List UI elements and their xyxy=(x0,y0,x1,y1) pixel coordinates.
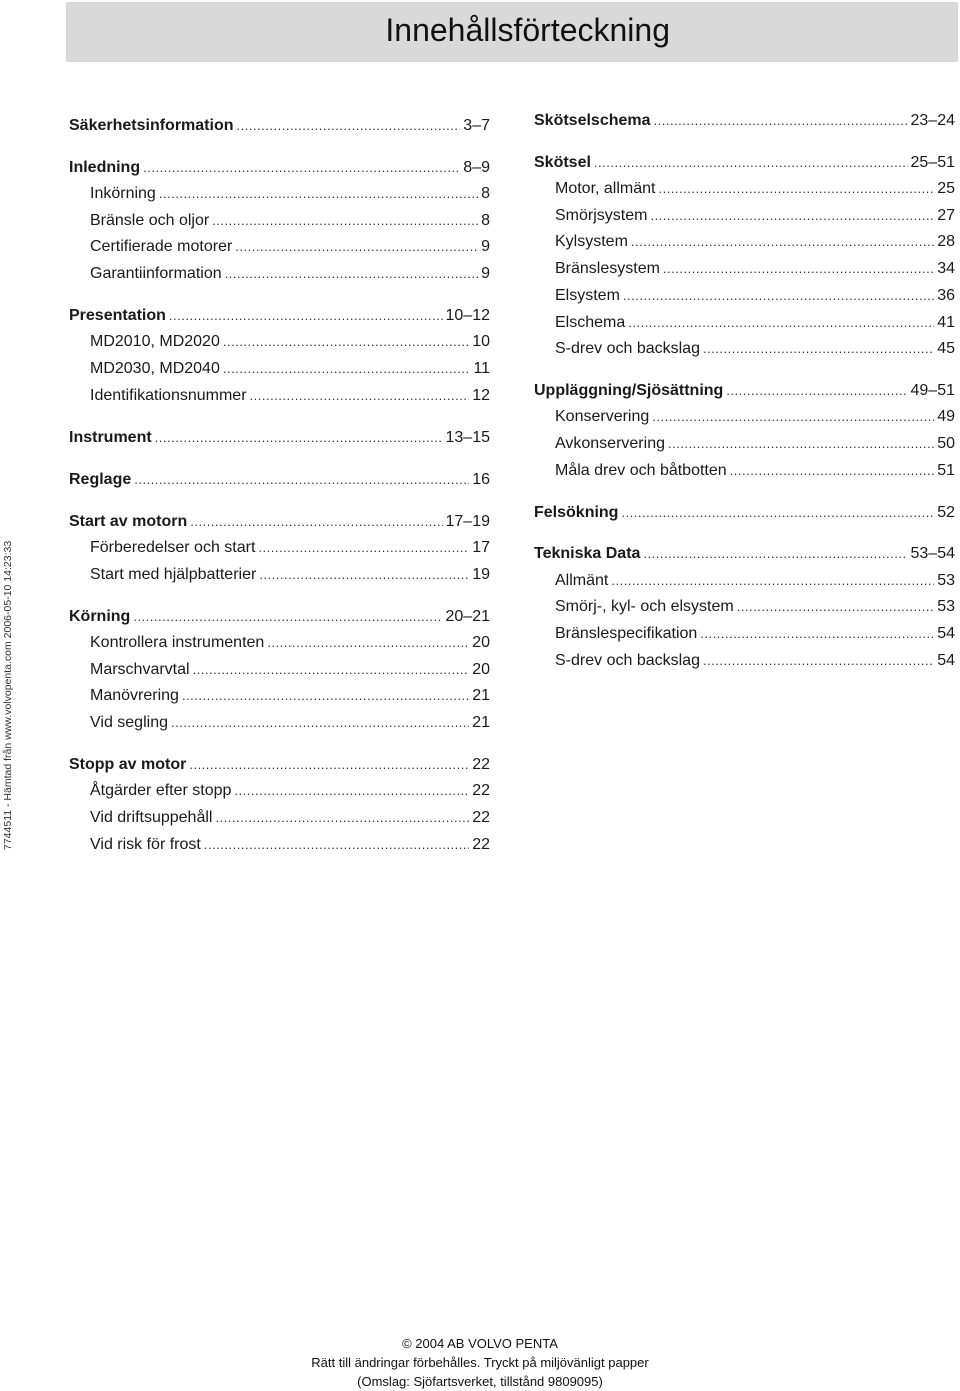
dot-leader xyxy=(169,305,443,327)
dot-leader xyxy=(611,570,934,592)
toc-entry-label: Reglage xyxy=(69,471,132,488)
toc-page-number: 49 xyxy=(937,408,955,425)
toc-section-entry xyxy=(69,157,490,179)
toc-entry-label: Inkörning xyxy=(90,185,156,202)
toc-entry-label: Manövrering xyxy=(90,687,179,704)
toc-entry-label: S-drev och backslag xyxy=(555,652,700,669)
dot-leader xyxy=(143,157,460,179)
toc-entry-label: Säkerhetsinformation xyxy=(69,117,234,134)
toc-entry-label: Åtgärder efter stopp xyxy=(90,782,232,799)
toc-entry-label: Avkonservering xyxy=(555,435,665,452)
toc-page-number: 51 xyxy=(937,462,955,479)
toc-entry-label: Bränslesystem xyxy=(555,260,660,277)
toc-entry-label: MD2030, MD2040 xyxy=(90,360,220,377)
toc-page-number: 16 xyxy=(472,471,490,488)
toc-entry-label: Uppläggning/Sjösättning xyxy=(534,382,724,399)
dot-leader xyxy=(223,331,469,353)
dot-leader xyxy=(190,511,442,533)
dot-leader xyxy=(621,502,934,524)
dot-leader xyxy=(159,183,478,205)
toc-entry-label: MD2010, MD2020 xyxy=(90,333,220,350)
toc-entry-label: Start med hjälpbatterier xyxy=(90,566,257,583)
toc-subentry xyxy=(69,834,490,856)
toc-entry-label: Konservering xyxy=(555,408,650,425)
toc-page-number: 21 xyxy=(472,687,490,704)
toc-subentry xyxy=(534,596,955,618)
toc-entry-label: S-drev och backslag xyxy=(555,340,700,357)
toc-page-number: 22 xyxy=(472,782,490,799)
toc-subentry xyxy=(534,258,955,280)
toc-right-column xyxy=(534,0,955,700)
toc-entry-label: Garantiinformation xyxy=(90,265,222,282)
toc-page-number: 34 xyxy=(937,260,955,277)
toc-section-entry xyxy=(534,110,955,132)
dot-leader xyxy=(663,258,934,280)
dot-leader xyxy=(726,380,907,402)
toc-section-entry xyxy=(69,754,490,776)
toc-page-number: 22 xyxy=(472,836,490,853)
toc-entry-label: Marschvarvtal xyxy=(90,661,190,678)
toc-section-entry xyxy=(534,543,955,565)
dot-leader xyxy=(623,285,934,307)
toc-page-number: 17 xyxy=(472,539,490,556)
toc-section-entry xyxy=(534,502,955,524)
dot-leader xyxy=(155,427,443,449)
footer-line-3: (Omslag: Sjöfartsverket, tillstånd 9809095) xyxy=(357,1374,603,1389)
dot-leader xyxy=(258,537,469,559)
dot-leader xyxy=(668,433,934,455)
toc-subentry xyxy=(69,537,490,559)
toc-page-number: 28 xyxy=(937,233,955,250)
toc-subentry xyxy=(69,564,490,586)
toc-section-entry xyxy=(69,427,490,449)
toc-entry-label: Presentation xyxy=(69,307,166,324)
toc-page-number: 36 xyxy=(937,287,955,304)
toc-subentry xyxy=(534,312,955,334)
footer-line-2: Rätt till ändringar förbehålles. Tryckt på miljövänligt papper xyxy=(311,1355,649,1370)
toc-subentry xyxy=(69,236,490,258)
toc-subentry xyxy=(69,385,490,407)
toc-entry-label: Inledning xyxy=(69,159,141,176)
toc-page-number: 50 xyxy=(937,435,955,452)
dot-leader xyxy=(236,115,460,137)
toc-page-number: 9 xyxy=(481,238,490,255)
toc-entry-label: Elschema xyxy=(555,314,626,331)
toc-entry-label: Elsystem xyxy=(555,287,620,304)
toc-page-number: 25–51 xyxy=(910,154,955,171)
toc-page-number: 17–19 xyxy=(445,513,490,530)
toc-entry-label: Vid driftsuppehåll xyxy=(90,809,213,826)
dot-leader xyxy=(234,780,469,802)
toc-entry-label: Skötsel xyxy=(534,154,591,171)
dot-leader xyxy=(182,685,469,707)
toc-page-number: 53 xyxy=(937,598,955,615)
toc-page-number: 54 xyxy=(937,652,955,669)
toc-entry-label: Smörj-, kyl- och elsystem xyxy=(555,598,734,615)
dot-leader xyxy=(654,110,908,132)
dot-leader xyxy=(643,543,907,565)
toc-page-number: 13–15 xyxy=(445,429,490,446)
dot-leader xyxy=(259,564,469,586)
toc-entry-label: Start av motorn xyxy=(69,513,188,530)
toc-left-column xyxy=(69,0,490,900)
toc-subentry xyxy=(69,780,490,802)
toc-page-number: 25 xyxy=(937,180,955,197)
toc-page-number: 11 xyxy=(473,360,490,377)
toc-page-number: 9 xyxy=(481,265,490,282)
dot-leader xyxy=(650,205,934,227)
toc-entry-label: Identifikationsnummer xyxy=(90,387,247,404)
page-title: Innehållsförteckning xyxy=(385,12,670,48)
toc-page-number: 41 xyxy=(937,314,955,331)
toc-section-entry xyxy=(534,380,955,402)
dot-leader xyxy=(215,807,469,829)
dot-leader xyxy=(189,754,469,776)
dot-leader xyxy=(193,659,470,681)
toc-entry-label: Certifierade motorer xyxy=(90,238,233,255)
toc-section-entry xyxy=(534,152,955,174)
toc-entry-label: Smörjsystem xyxy=(555,207,648,224)
dot-leader xyxy=(652,406,934,428)
dot-leader xyxy=(133,606,442,628)
dot-leader xyxy=(223,358,471,380)
dot-leader xyxy=(225,263,478,285)
toc-subentry xyxy=(69,712,490,734)
toc-subentry xyxy=(69,807,490,829)
toc-subentry xyxy=(534,285,955,307)
toc-page-number: 10 xyxy=(472,333,490,350)
toc-subentry xyxy=(69,210,490,232)
dot-leader xyxy=(631,231,934,253)
dot-leader xyxy=(703,650,934,672)
toc-page-number: 8 xyxy=(481,185,490,202)
toc-entry-label: Skötselschema xyxy=(534,112,651,129)
copyright-line: © 2004 AB VOLVO PENTA xyxy=(402,1336,558,1351)
toc-subentry xyxy=(69,358,490,380)
toc-page-number: 52 xyxy=(937,504,955,521)
dot-leader xyxy=(703,338,934,360)
dot-leader xyxy=(250,385,470,407)
toc-section-entry xyxy=(69,115,490,137)
toc-subentry xyxy=(534,460,955,482)
toc-entry-label: Stopp av motor xyxy=(69,756,187,773)
dot-leader xyxy=(134,469,469,491)
toc-entry-label: Måla drev och båtbotten xyxy=(555,462,727,479)
toc-subentry xyxy=(534,178,955,200)
toc-page-number: 27 xyxy=(937,207,955,224)
dot-leader xyxy=(628,312,934,334)
toc-entry-label: Kontrollera instrumenten xyxy=(90,634,265,651)
toc-entry-label: Förberedelser och start xyxy=(90,539,256,556)
toc-page-number: 54 xyxy=(937,625,955,642)
toc-page-number: 19 xyxy=(472,566,490,583)
toc-entry-label: Tekniska Data xyxy=(534,545,641,562)
toc-section-entry xyxy=(69,305,490,327)
toc-entry-label: Körning xyxy=(69,608,131,625)
toc-subentry xyxy=(69,183,490,205)
toc-entry-label: Instrument xyxy=(69,429,152,446)
toc-subentry xyxy=(534,231,955,253)
toc-entry-label: Motor, allmänt xyxy=(555,180,656,197)
toc-entry-label: Kylsystem xyxy=(555,233,628,250)
toc-subentry xyxy=(534,570,955,592)
dot-leader xyxy=(171,712,469,734)
toc-page-number: 53 xyxy=(937,572,955,589)
toc-page-number: 20 xyxy=(472,634,490,651)
toc-page-number: 45 xyxy=(937,340,955,357)
toc-page-number: 22 xyxy=(472,756,490,773)
dot-leader xyxy=(730,460,935,482)
toc-subentry xyxy=(534,433,955,455)
toc-entry-label: Allmänt xyxy=(555,572,609,589)
toc-subentry xyxy=(69,331,490,353)
dot-leader xyxy=(658,178,934,200)
dot-leader xyxy=(700,623,934,645)
toc-page-number: 22 xyxy=(472,809,490,826)
toc-subentry xyxy=(69,685,490,707)
toc-page-number: 23–24 xyxy=(910,112,955,129)
toc-page-number: 8–9 xyxy=(463,159,490,176)
toc-subentry xyxy=(534,406,955,428)
toc-entry-label: Bränslespecifikation xyxy=(555,625,698,642)
toc-entry-label: Bränsle och oljor xyxy=(90,212,210,229)
dot-leader xyxy=(204,834,469,856)
toc-entry-label: Vid segling xyxy=(90,714,168,731)
download-stamp: 7744511 - Hämtad från www.volvopenta.com 2006-05-10 14:23:33 xyxy=(2,540,14,850)
toc-entry-label: Vid risk för frost xyxy=(90,836,201,853)
toc-page-number: 3–7 xyxy=(463,117,490,134)
toc-section-entry xyxy=(69,511,490,533)
toc-page-number: 8 xyxy=(481,212,490,229)
toc-page-number: 49–51 xyxy=(910,382,955,399)
dot-leader xyxy=(594,152,908,174)
toc-subentry xyxy=(69,263,490,285)
footer xyxy=(0,1334,960,1391)
toc-subentry xyxy=(534,205,955,227)
toc-section-entry xyxy=(69,606,490,628)
toc-subentry xyxy=(69,659,490,681)
dot-leader xyxy=(267,632,469,654)
toc-section-entry xyxy=(69,469,490,491)
toc-subentry xyxy=(534,623,955,645)
toc-subentry xyxy=(69,632,490,654)
toc-subentry xyxy=(534,650,955,672)
toc-page-number: 53–54 xyxy=(910,545,955,562)
toc-page-number: 20 xyxy=(472,661,490,678)
dot-leader xyxy=(235,236,478,258)
dot-leader xyxy=(212,210,478,232)
toc-entry-label: Felsökning xyxy=(534,504,619,521)
toc-page-number: 12 xyxy=(472,387,490,404)
toc-subentry xyxy=(534,338,955,360)
toc-page-number: 21 xyxy=(472,714,490,731)
toc-page-number: 10–12 xyxy=(445,307,490,324)
dot-leader xyxy=(737,596,935,618)
toc-page-number: 20–21 xyxy=(445,608,490,625)
